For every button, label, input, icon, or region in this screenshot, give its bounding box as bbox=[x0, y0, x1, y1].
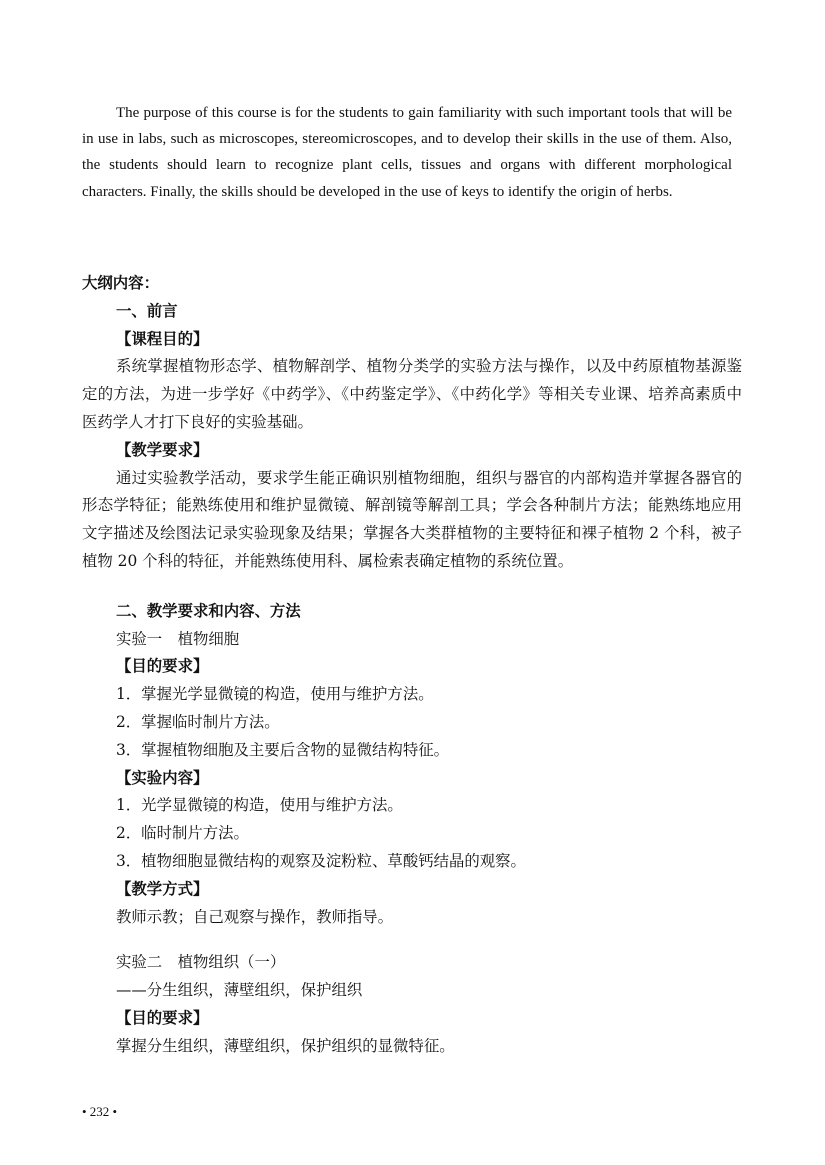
exp2-title: 实验二 植物组织（一） bbox=[116, 953, 286, 972]
exp2-goal-heading: 【目的要求】 bbox=[116, 1008, 209, 1027]
page-number: • 232 • bbox=[82, 1104, 118, 1119]
exp1-method-text: 教师示教；自己观察与操作，教师指导。 bbox=[116, 907, 394, 926]
english-paragraph: The purpose of this course is for the students to gain familiarity with such important tools that will be in use in labs, such as microscopes, stereomicroscopes, and to develop their skills in the use of them. Also, the students should learn to recognize plant cells, tissues and organs with different morphological characters. Finally, the skills should be developed in the use of keys to identify the origin of herbs. bbox=[82, 105, 732, 200]
outline-heading: 大纲内容： bbox=[82, 274, 159, 292]
exp2-goal-text: 掌握分生组织，薄壁组织，保护组织的显微特征。 bbox=[116, 1036, 455, 1055]
teaching-req-heading: 【教学要求】 bbox=[116, 440, 209, 459]
exp1-content-2: 2．临时制片方法。 bbox=[116, 824, 249, 843]
course-purpose-heading: 【课程目的】 bbox=[116, 329, 209, 348]
section2-title: 二、教学要求和内容、方法 bbox=[116, 601, 301, 620]
exp1-method-heading: 【教学方式】 bbox=[116, 879, 209, 898]
exp1-goal-3: 3．掌握植物细胞及主要后含物的显微结构特征。 bbox=[116, 740, 449, 759]
course-purpose-text: 系统掌握植物形态学、植物解剖学、植物分类学的实验方法与操作，以及中药原植物基源鉴定的方法，为进一步学好《中药学》、《中药鉴定学》、《中药化学》等相关专业课、培养高素质中医药学人才打下良好的实验基础。 bbox=[82, 357, 742, 431]
exp1-content-3: 3．植物细胞显微结构的观察及淀粉粒、草酸钙结晶的观察。 bbox=[116, 851, 526, 870]
teaching-req-text: 通过实验教学活动，要求学生能正确识别植物细胞，组织与器官的内部构造并掌握各器官的形态学特征；能熟练使用和维护显微镜、解剖镜等解剖工具；学会各种制片方法；能熟练地应用文字描述及绘图法记录实验现象及结果；掌握各大类群植物的主要特征和裸子植物 2 个科，被子植物 20 个科的特征，并能熟练使用科、属检索表确定植物的系统位置。 bbox=[82, 468, 742, 570]
english-abstract bbox=[82, 100, 732, 205]
exp1-goal-2: 2．掌握临时制片方法。 bbox=[116, 712, 280, 731]
exp1-content-heading: 【实验内容】 bbox=[116, 768, 209, 787]
chinese-body bbox=[82, 270, 742, 1061]
exp1-title: 实验一 植物细胞 bbox=[116, 629, 240, 648]
exp1-content-1: 1．光学显微镜的构造，使用与维护方法。 bbox=[116, 796, 403, 815]
section1-title: 一、前言 bbox=[116, 301, 178, 320]
exp2-subtitle: ——分生组织，薄壁组织，保护组织 bbox=[116, 981, 363, 1000]
exp1-goal-1: 1．掌握光学显微镜的构造，使用与维护方法。 bbox=[116, 685, 434, 704]
exp1-goal-heading: 【目的要求】 bbox=[116, 657, 209, 676]
